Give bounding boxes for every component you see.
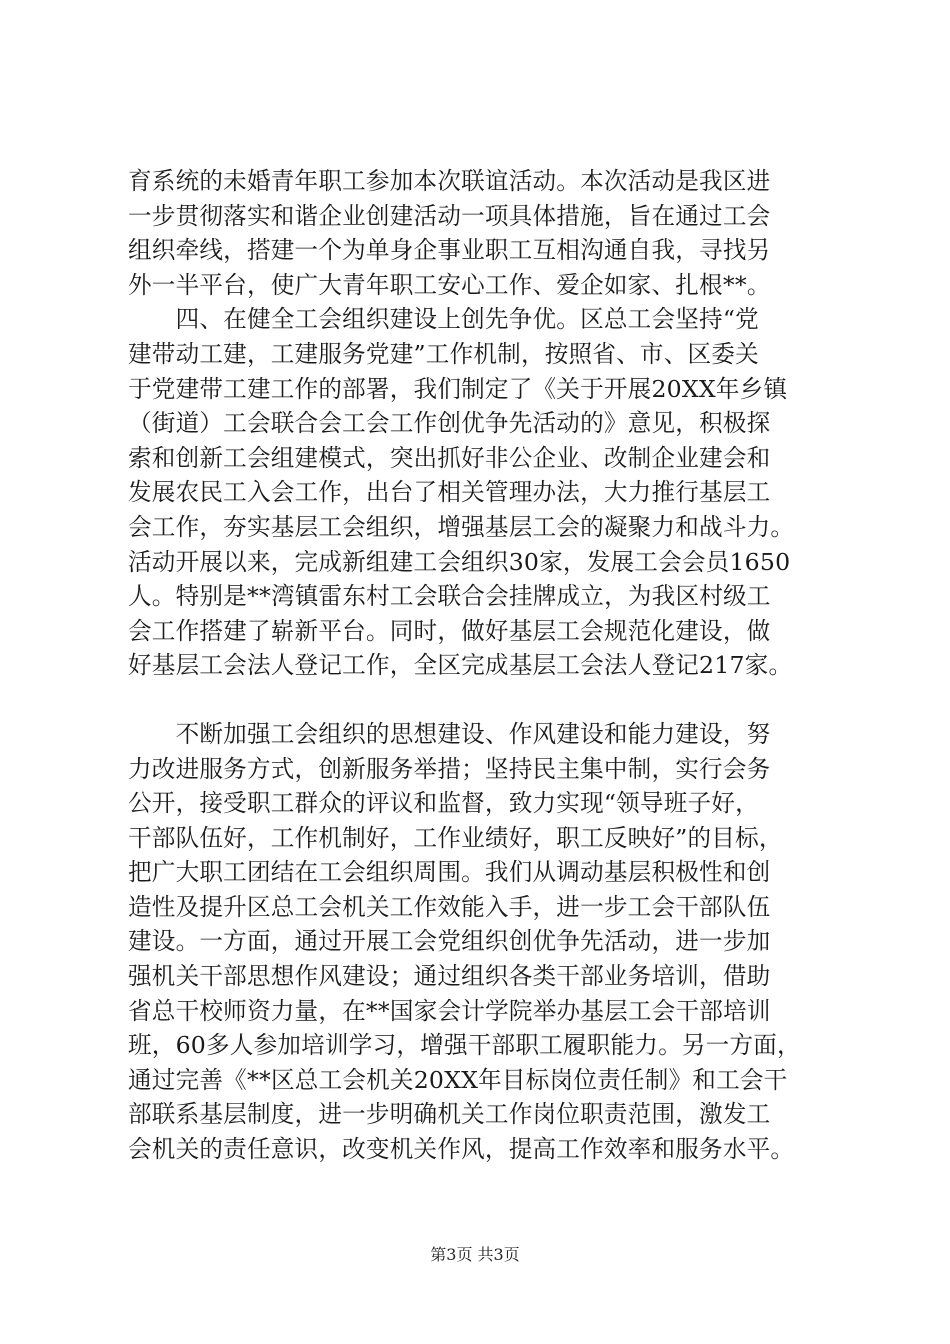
text-line: （街道）工会联合会工会工作创优争先活动的》意见，积极探 bbox=[128, 409, 771, 438]
paragraph-organization-building bbox=[128, 717, 828, 1167]
text-line: 把广大职工团结在工会组织周围。我们从调动基层积极性和创 bbox=[128, 858, 771, 887]
text-line: 组织牵线，搭建一个为单身企事业职工互相沟通自我，寻找另 bbox=[128, 236, 771, 265]
text-line: 四、在健全工会组织建设上创先争优。区总工会坚持“党 bbox=[128, 305, 759, 334]
text-line: 会工作，夯实基层工会组织，增强基层工会的凝聚力和战斗力。 bbox=[128, 512, 795, 541]
text-line: 一步贯彻落实和谐企业创建活动一项具体措施，旨在通过工会 bbox=[128, 201, 771, 230]
text-line: 外一半平台，使广大青年职工安心工作、爱企如家、扎根**。 bbox=[128, 270, 771, 299]
text-line: 人。特别是**湾镇雷东村工会联合会挂牌成立，为我区村级工 bbox=[128, 582, 771, 611]
paragraph-spacer bbox=[128, 683, 828, 717]
text-line: 部联系基层制度，进一步明确机关工作岗位职责范围，激发工 bbox=[128, 1100, 771, 1129]
page-number-footer: 第3页 共3页 bbox=[430, 1245, 520, 1264]
text-line: 发展农民工入会工作，出台了相关管理办法，大力推行基层工 bbox=[128, 478, 771, 507]
document-body bbox=[128, 164, 828, 1167]
text-line: 活动开展以来，完成新组建工会组织30家，发展工会会员1650 bbox=[128, 547, 791, 576]
text-line: 强机关干部思想作风建设；通过组织各类干部业务培训，借助 bbox=[128, 962, 771, 991]
text-line: 力改进服务方式，创新服务举措；坚持民主集中制，实行会务 bbox=[128, 754, 771, 783]
paragraph-section-four bbox=[128, 302, 828, 683]
text-line: 于党建带工建工作的部署，我们制定了《关于开展20XX年乡镇 bbox=[128, 374, 788, 403]
text-line: 建设。一方面，通过开展工会党组织创优争先活动，进一步加 bbox=[128, 927, 771, 956]
text-line: 不断加强工会组织的思想建设、作风建设和能力建设，努 bbox=[128, 719, 771, 748]
text-line: 省总干校师资力量，在**国家会计学院举办基层工会干部培训 bbox=[128, 996, 771, 1025]
text-line: 通过完善《**区总工会机关20XX年目标岗位责任制》和工会干 bbox=[128, 1065, 788, 1094]
paragraph-continuation bbox=[128, 164, 828, 302]
text-line: 造性及提升区总工会机关工作效能入手，进一步工会干部队伍 bbox=[128, 892, 771, 921]
text-line: 会机关的责任意识，改变机关作风，提高工作效率和服务水平。 bbox=[128, 1135, 795, 1164]
text-line: 班，60多人参加培训学习，增强干部职工履职能力。另一方面， bbox=[128, 1031, 801, 1060]
text-line: 好基层工会法人登记工作，全区完成基层工会法人登记217家。 bbox=[128, 651, 793, 680]
text-line: 建带动工建，工建服务党建”工作机制，按照省、市、区委关 bbox=[128, 339, 759, 368]
text-line: 会工作搭建了崭新平台。同时，做好基层工会规范化建设，做 bbox=[128, 616, 771, 645]
text-line: 育系统的未婚青年职工参加本次联谊活动。本次活动是我区进 bbox=[128, 167, 771, 195]
text-line: 干部队伍好，工作机制好，工作业绩好，职工反映好”的目标， bbox=[128, 823, 783, 852]
text-line: 公开，接受职工群众的评议和监督，致力实现“领导班子好， bbox=[128, 789, 759, 818]
text-line: 索和创新工会组建模式，突出抓好非公企业、改制企业建会和 bbox=[128, 443, 771, 472]
